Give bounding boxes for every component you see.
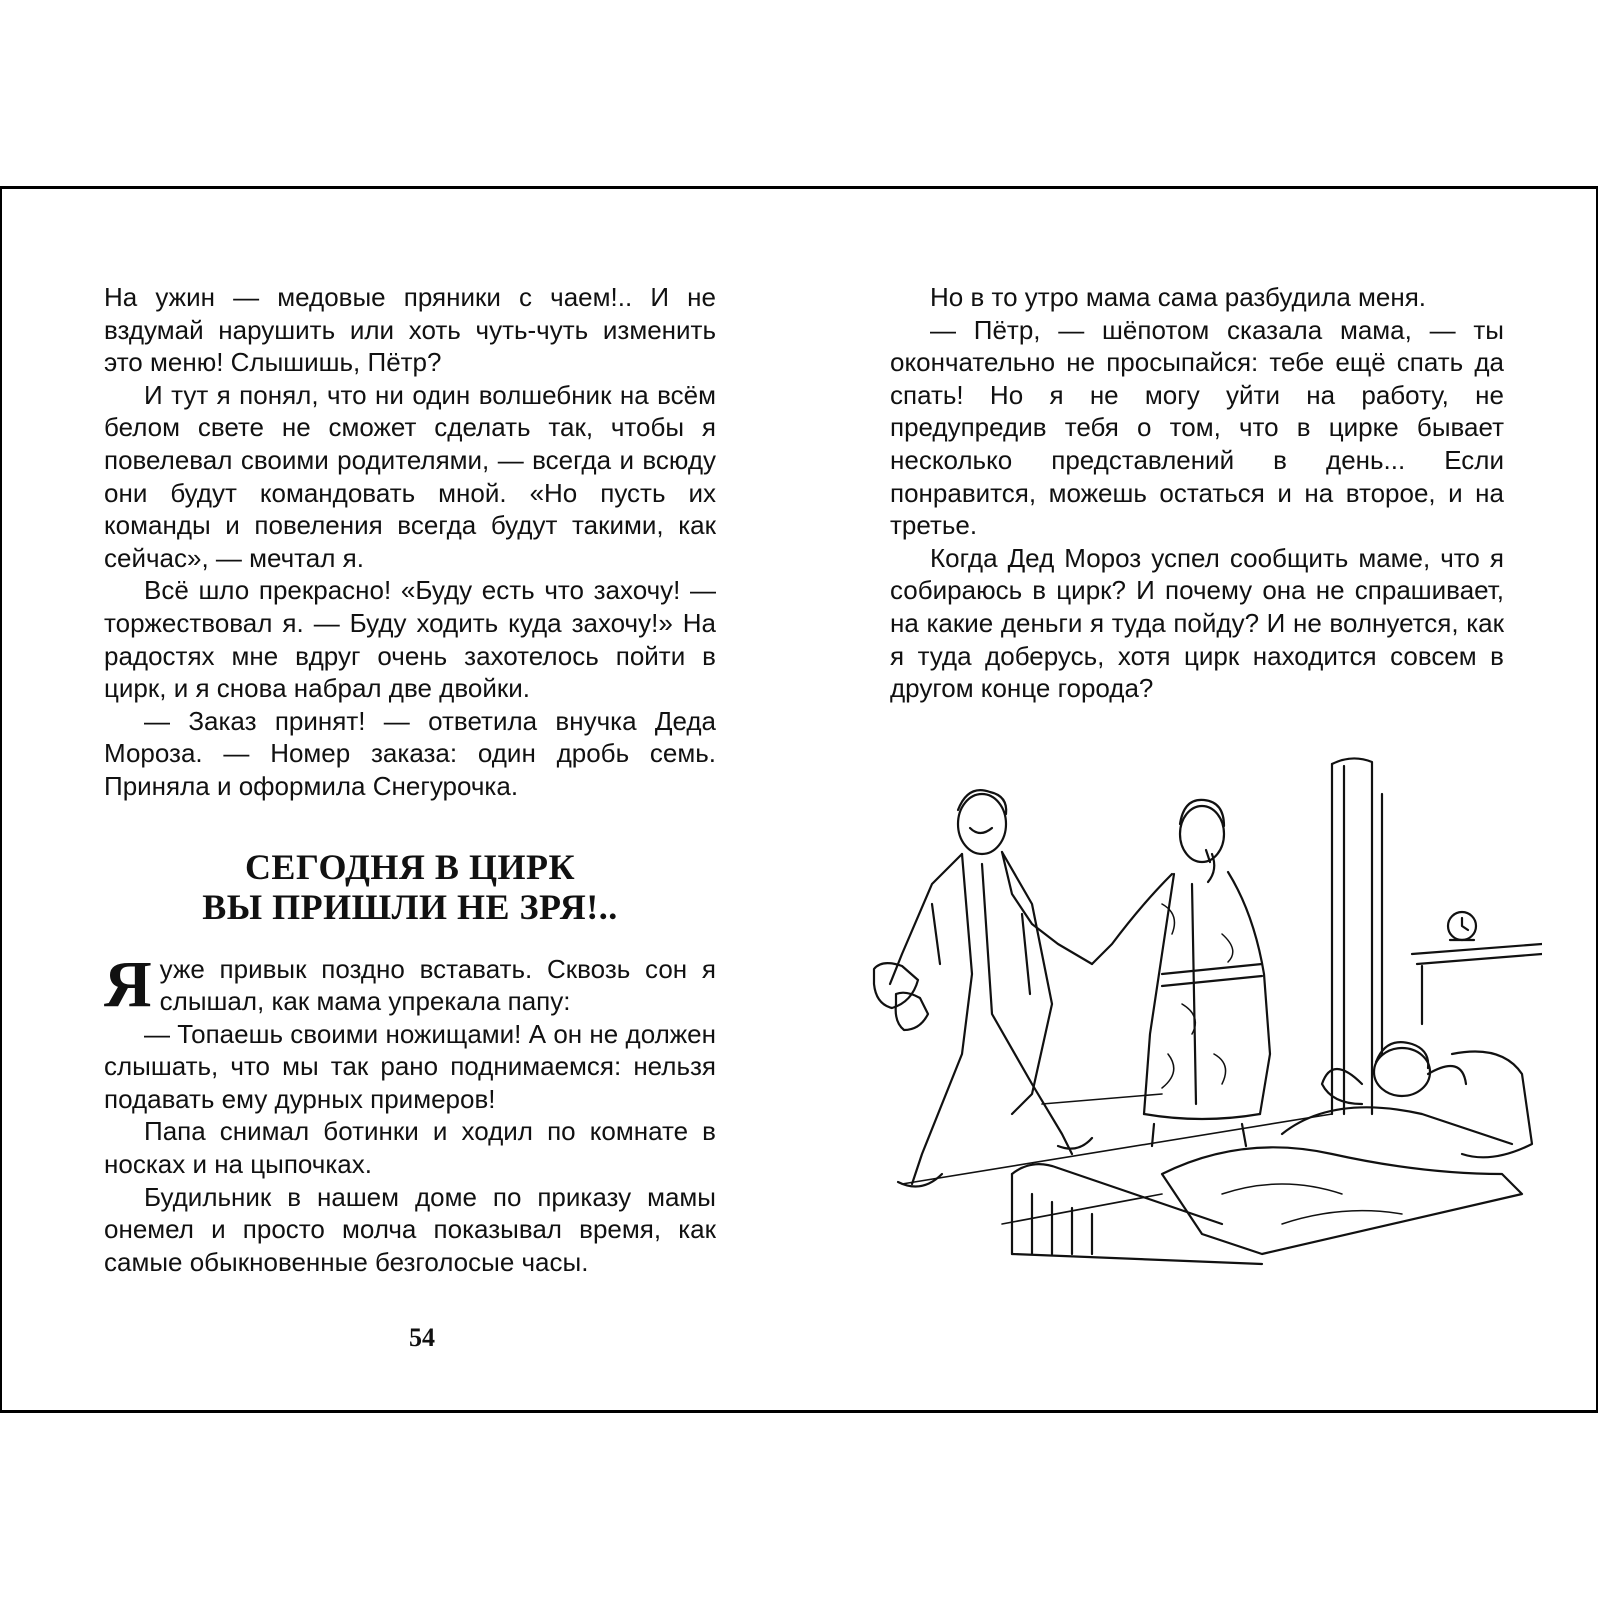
chapter-title-line-1: СЕГОДНЯ В ЦИРК <box>244 846 576 887</box>
paragraph: — Топаешь своими ножищами! А он не должен слышать, что мы так рано поднимаемся: нельзя подавать ему дурных примеров! <box>104 1018 716 1114</box>
first-paragraph <box>104 947 716 1021</box>
paragraph: — Заказ принят! — ответила внучка Деда Мороза. — Номер заказа: один дробь семь. Приняла и оформила Снегурочка. <box>104 705 716 801</box>
book-spread <box>0 186 1598 1413</box>
alarm-clock-drawing <box>1412 912 1542 1024</box>
mother-drawing <box>1092 800 1270 1146</box>
paragraph: Когда Дед Мороз успел сообщить маме, что я собираюсь в цирк? И почему она не спрашивает, на какие деньги я туда пойду? И не волнуется, как я туда доберусь, хотя цирк находится совсем в другом конце города? <box>890 542 1504 704</box>
paragraph: На ужин — медовые пряники с чаем!.. И не вздумай нарушить или хоть чуть-чуть изменить это меню! Слышишь, Пётр? <box>104 282 716 378</box>
first-paragraph-text: уже привык поздно вставать. Сквозь сон я слышал, как мама упрекала папу: <box>159 953 716 1017</box>
paragraph: Всё шло прекрасно! «Буду есть что захочу! — торжествовал я. — Буду ходить куда захочу!» На радостях мне вдруг очень захотелось пойти в цирк, и я снова набрал две двойки. <box>104 575 716 704</box>
bedroom-illustration <box>862 754 1542 1284</box>
paragraph: Но в то утро мама сама разбудила меня. <box>930 282 1427 312</box>
paragraph: Папа снимал ботинки и ходил по комнате в носках и на цыпочках. <box>104 1116 716 1180</box>
floor-drawing <box>902 1094 1332 1224</box>
chapter-title <box>104 847 716 927</box>
chapter-title-line-2: ВЫ ПРИШЛИ НЕ ЗРЯ!.. <box>202 886 618 927</box>
paragraph: Будильник в нашем доме по приказу мамы онемел и просто молча показывал время, как самые обыкновенные безголосые часы. <box>104 1181 716 1277</box>
father-drawing <box>874 790 1092 1186</box>
right-page-text <box>890 281 1504 705</box>
door-drawing <box>1332 758 1382 1114</box>
drop-cap: Я <box>104 947 152 1021</box>
paragraph: И тут я понял, что ни один волшебник на всём белом свете не сможет сделать так, чтобы я повелевал своими родителями, — всегда и всюду они будут командовать мной. «Но пусть их команды и повеления всегда будут такими, как сейчас», — мечтал я. <box>104 379 716 573</box>
page-number: 54 <box>409 1323 435 1352</box>
paragraph: — Пётр, — шёпотом сказала мама, — ты окончательно не просыпайся: тебе ещё спать да спать! Но я не могу уйти на работу, не предупредив тебя о том, что в цирке бывает несколько представлений в день... Если понравится, можешь остаться и на второе, и на третье. <box>890 314 1504 541</box>
left-page-text <box>104 281 716 1278</box>
